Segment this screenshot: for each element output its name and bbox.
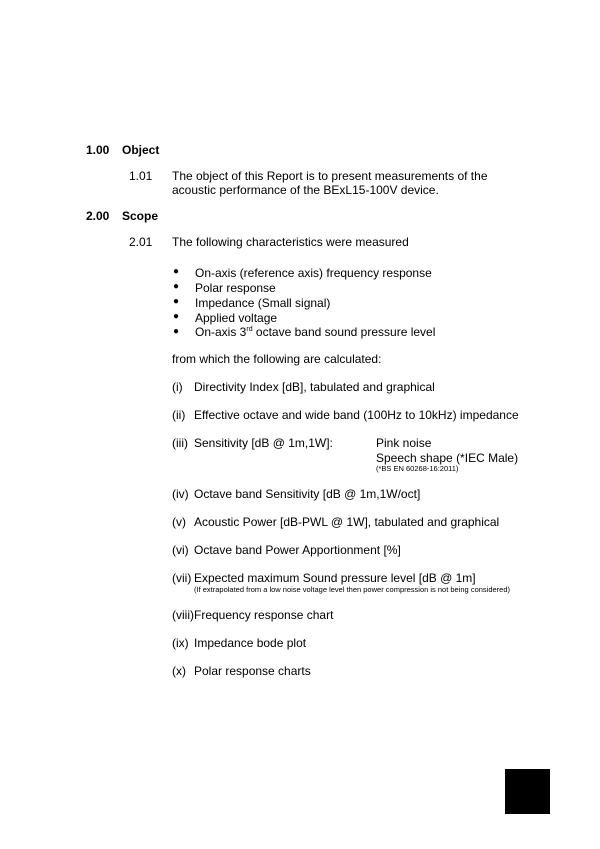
item-number: (iv) <box>172 487 189 501</box>
item-number: (v) <box>172 515 186 529</box>
item-text: Frequency response chart <box>194 608 334 622</box>
clause-number: 2.01 <box>129 235 153 249</box>
bullet-icon: ● <box>173 266 180 277</box>
section-number: 1.00 <box>86 143 110 157</box>
item-text: Acoustic Power [dB-PWL @ 1W], tabulated and graphical <box>194 515 500 529</box>
object-text-line1: The object of this Report is to present measurements of the <box>172 169 488 183</box>
item-number: (viii) <box>172 608 194 622</box>
bullet-icon: ● <box>173 281 180 292</box>
item-text: Octave band Sensitivity [dB @ 1m,1W/oct] <box>194 487 421 501</box>
scope-intro: The following characteristics were measured <box>172 235 409 249</box>
item-text: Effective octave and wide band (100Hz to 10kHz) impedance <box>194 408 519 422</box>
corner-mark <box>505 769 550 814</box>
sensitivity-footnote: (*BS EN 60268-16:2011) <box>376 464 459 473</box>
bullet-icon: ● <box>173 311 180 322</box>
bullet-icon: ● <box>173 296 180 307</box>
object-text-line2: acoustic performance of the BExL15-100V device. <box>172 183 439 197</box>
bullet-item: Applied voltage <box>195 311 278 325</box>
bullet-icon: ● <box>173 326 180 337</box>
item-number: (x) <box>172 664 186 678</box>
item-number: (ix) <box>172 636 189 650</box>
sensitivity-option: Speech shape (*IEC Male) <box>376 451 519 465</box>
item-text: Polar response charts <box>194 664 311 678</box>
item-number: (i) <box>172 380 183 394</box>
clause-number: 1.01 <box>129 169 153 183</box>
section-number: 2.00 <box>86 209 110 223</box>
item-text: Impedance bode plot <box>194 636 307 650</box>
item-note: (If extrapolated from a low noise voltage level then power compression is not being considered) <box>194 585 511 594</box>
bullet-item: Impedance (Small signal) <box>195 296 331 310</box>
section-title: Scope <box>122 209 159 223</box>
item-number: (iii) <box>172 436 188 450</box>
item-number: (vi) <box>172 543 189 557</box>
item-text: Sensitivity [dB @ 1m,1W]: <box>194 436 333 450</box>
bullet-item: On-axis 3rd octave band sound pressure level <box>195 325 436 339</box>
section-title: Object <box>122 143 160 157</box>
bullet-item: Polar response <box>195 281 276 295</box>
item-number: (ii) <box>172 408 186 422</box>
sensitivity-option: Pink noise <box>376 436 432 450</box>
item-number: (vii) <box>172 571 192 585</box>
calc-intro: from which the following are calculated: <box>172 352 382 366</box>
item-text: Expected maximum Sound pressure level [dB @ 1m] <box>194 571 476 585</box>
item-text: Octave band Power Apportionment [%] <box>194 543 401 557</box>
bullet-item: On-axis (reference axis) frequency response <box>195 266 432 280</box>
item-text: Directivity Index [dB], tabulated and graphical <box>194 380 435 394</box>
